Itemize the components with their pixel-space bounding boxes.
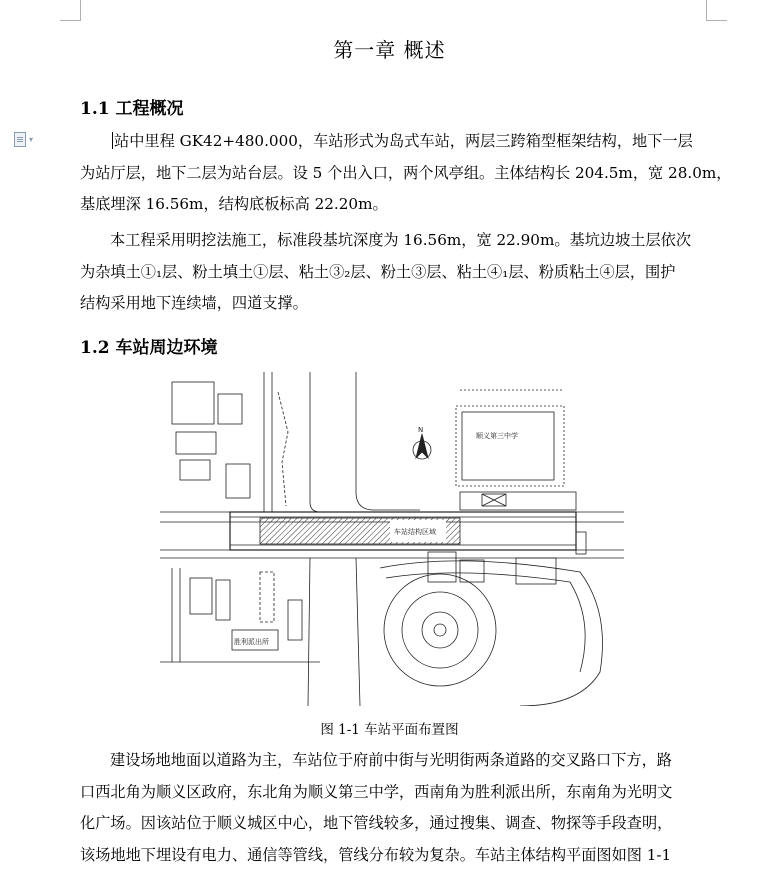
section-heading-1-2: 1.2 车站周边环境 xyxy=(80,338,218,358)
station-plan-figure[interactable] xyxy=(160,372,624,706)
paragraph-line: 为站厅层，地下二层为站台层。设 5 个出入口，两个风亭组。主体结构长 204.5m，宽 28.0m， xyxy=(80,163,732,182)
paragraph-line: 为杂填土①₁层、粉土填土①层、粘土③₂层、粉土③层、粘土④₁层、粉质粘土④层，围护 xyxy=(80,262,676,281)
paragraph-site-environment[interactable] xyxy=(80,745,706,871)
chevron-down-icon: ▾ xyxy=(29,135,34,144)
page-corner-mark-right xyxy=(706,0,727,21)
paragraph-line: 口西北角为顺义区政府，东北角为顺义第三中学，西南角为胜利派出所，东南角为光明文 xyxy=(80,782,673,801)
paragraph-options-icon[interactable] xyxy=(14,132,33,147)
figure-label-school: 顺义第三中学 xyxy=(476,432,518,440)
text-cursor xyxy=(112,132,113,149)
paragraph-line: 结构采用地下连续墙，四道支撑。 xyxy=(80,294,308,312)
section-heading-1-1: 1.1 工程概况 xyxy=(80,99,184,119)
document-icon xyxy=(14,132,26,147)
north-arrow-label: N xyxy=(418,426,424,434)
figure-label-police: 胜利派出所 xyxy=(234,638,269,646)
page-corner-mark-left xyxy=(60,0,81,21)
figure-label-station: 车站结构区域 xyxy=(394,528,436,536)
paragraph-line: 站中里程 GK42+480.000，车站形式为岛式车站，两层三跨箱型框架结构，地下一层 xyxy=(114,132,693,150)
paragraph-line: 基底埋深 16.56m，结构底板标高 22.20m。 xyxy=(80,195,388,213)
paragraph-construction-method[interactable] xyxy=(80,225,706,320)
paragraph-line: 该场地地下埋设有电力、通信等管线，管线分布较为复杂。车站主体结构平面图如图 1-1 xyxy=(80,845,672,864)
paragraph-line: 建设场地地面以道路为主，车站位于府前中街与光明街两条道路的交叉路口下方，路 xyxy=(110,751,672,769)
paragraph-line: 化广场。因该站位于顺义城区中心，地下管线较多，通过搜集、调查、物探等手段查明， xyxy=(80,814,673,832)
paragraph-line: 本工程采用明挖法施工，标准段基坑深度为 16.56m，宽 22.90m。基坑边坡土层依次 xyxy=(110,231,692,249)
figure-caption: 图 1-1 车站平面布置图 xyxy=(320,722,459,738)
chapter-title: 第一章 概述 xyxy=(333,38,446,62)
paragraph-project-overview[interactable] xyxy=(80,126,732,221)
